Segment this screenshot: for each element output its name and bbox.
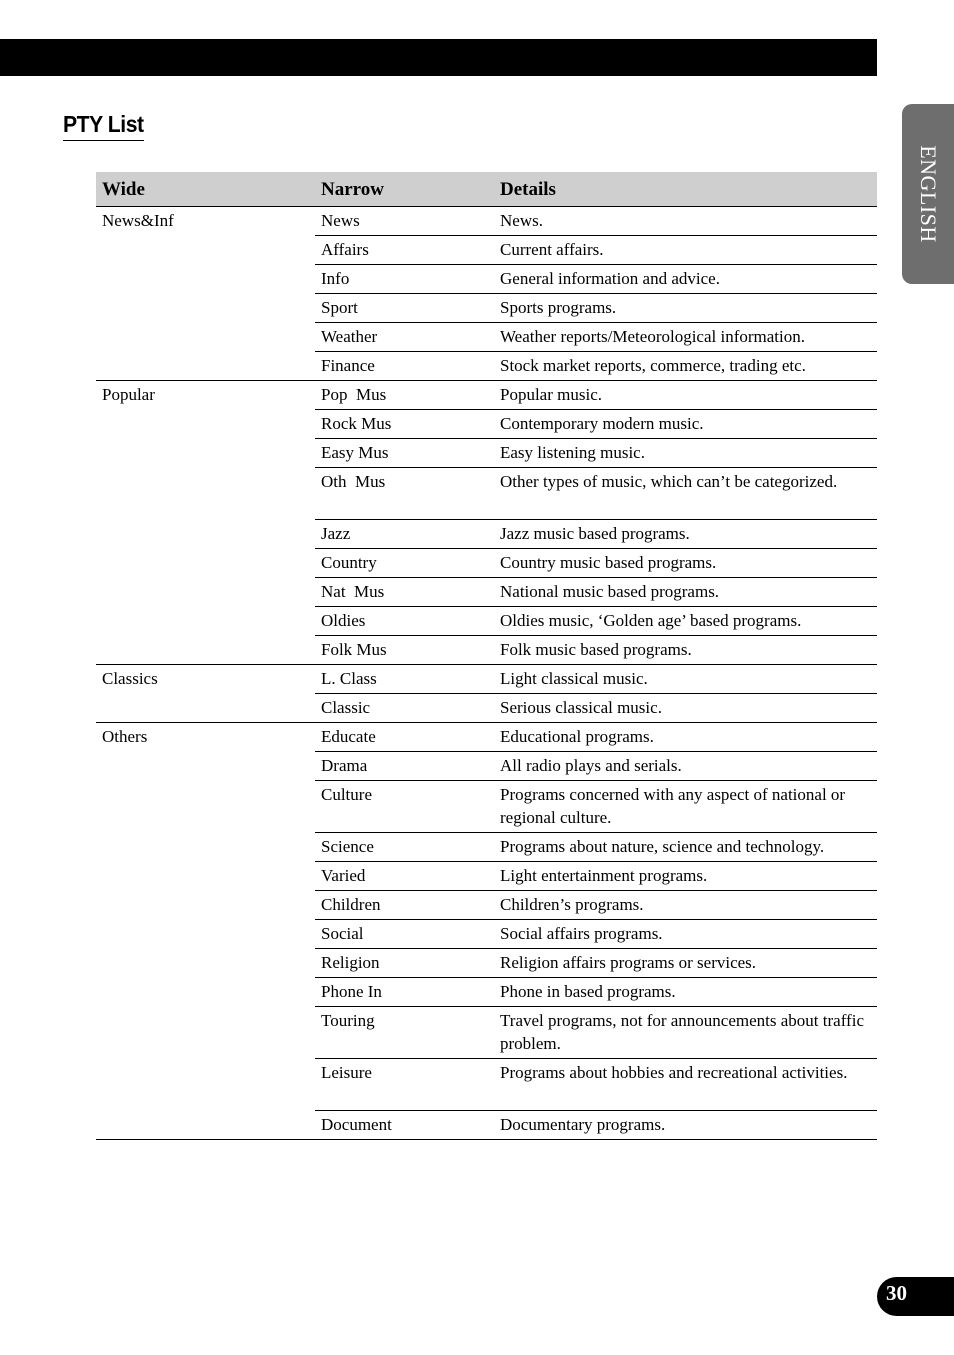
narrow-type-cell: Culture bbox=[315, 781, 494, 833]
details-cell: Contemporary modern music. bbox=[494, 410, 877, 439]
table-body bbox=[96, 207, 877, 1140]
narrow-type-cell: Folk Mus bbox=[315, 636, 494, 665]
details-cell: Current affairs. bbox=[494, 236, 877, 265]
page-number: 30 bbox=[886, 1281, 907, 1305]
column-header-narrow: Narrow bbox=[315, 172, 494, 207]
details-cell: News. bbox=[494, 207, 877, 236]
wide-category-cell: Others bbox=[96, 723, 315, 1140]
details-cell: Oldies music, ‘Golden age’ based programs. bbox=[494, 607, 877, 636]
details-cell: Country music based programs. bbox=[494, 549, 877, 578]
page-title: PTY List bbox=[63, 110, 144, 141]
details-cell: Travel programs, not for announcements about traffic problem. bbox=[494, 1007, 877, 1059]
narrow-type-cell: Oth Mus bbox=[315, 468, 494, 520]
narrow-type-cell: Document bbox=[315, 1111, 494, 1140]
narrow-type-cell: Children bbox=[315, 891, 494, 920]
details-cell: Light classical music. bbox=[494, 665, 877, 694]
language-tab-label: ENGLISH bbox=[916, 145, 941, 243]
table-row bbox=[96, 207, 877, 236]
header-bar bbox=[0, 39, 877, 76]
narrow-type-cell: Social bbox=[315, 920, 494, 949]
details-cell: Educational programs. bbox=[494, 723, 877, 752]
narrow-type-cell: Affairs bbox=[315, 236, 494, 265]
narrow-type-cell: Religion bbox=[315, 949, 494, 978]
wide-category-cell: Classics bbox=[96, 665, 315, 723]
details-cell: Programs concerned with any aspect of national or regional culture. bbox=[494, 781, 877, 833]
wide-category-cell: Popular bbox=[96, 381, 315, 665]
details-cell: Light entertainment programs. bbox=[494, 862, 877, 891]
narrow-type-cell: Oldies bbox=[315, 607, 494, 636]
details-cell: Phone in based programs. bbox=[494, 978, 877, 1007]
narrow-type-cell: Classic bbox=[315, 694, 494, 723]
column-header-wide: Wide bbox=[96, 172, 315, 207]
narrow-type-cell: Educate bbox=[315, 723, 494, 752]
narrow-type-cell: Pop Mus bbox=[315, 381, 494, 410]
details-cell: Easy listening music. bbox=[494, 439, 877, 468]
details-cell: All radio plays and serials. bbox=[494, 752, 877, 781]
narrow-type-cell: Sport bbox=[315, 294, 494, 323]
narrow-type-cell: Country bbox=[315, 549, 494, 578]
narrow-type-cell: Touring bbox=[315, 1007, 494, 1059]
narrow-type-cell: Info bbox=[315, 265, 494, 294]
table-row bbox=[96, 665, 877, 694]
narrow-type-cell: L. Class bbox=[315, 665, 494, 694]
column-header-details: Details bbox=[494, 172, 877, 207]
details-cell: Programs about hobbies and recreational activities. bbox=[494, 1059, 877, 1111]
page-number-badge bbox=[877, 1277, 954, 1316]
details-cell: Programs about nature, science and technology. bbox=[494, 833, 877, 862]
narrow-type-cell: Phone In bbox=[315, 978, 494, 1007]
narrow-type-cell: Rock Mus bbox=[315, 410, 494, 439]
narrow-type-cell: Science bbox=[315, 833, 494, 862]
narrow-type-cell: Drama bbox=[315, 752, 494, 781]
details-cell: National music based programs. bbox=[494, 578, 877, 607]
pty-table bbox=[96, 172, 877, 1140]
table-header-row bbox=[96, 172, 877, 207]
narrow-type-cell: Finance bbox=[315, 352, 494, 381]
details-cell: Sports programs. bbox=[494, 294, 877, 323]
narrow-type-cell: Easy Mus bbox=[315, 439, 494, 468]
narrow-type-cell: News bbox=[315, 207, 494, 236]
details-cell: General information and advice. bbox=[494, 265, 877, 294]
details-cell: Documentary programs. bbox=[494, 1111, 877, 1140]
narrow-type-cell: Jazz bbox=[315, 520, 494, 549]
details-cell: Stock market reports, commerce, trading etc. bbox=[494, 352, 877, 381]
details-cell: Serious classical music. bbox=[494, 694, 877, 723]
table-row bbox=[96, 381, 877, 410]
details-cell: Social affairs programs. bbox=[494, 920, 877, 949]
details-cell: Weather reports/Meteorological information. bbox=[494, 323, 877, 352]
narrow-type-cell: Varied bbox=[315, 862, 494, 891]
details-cell: Jazz music based programs. bbox=[494, 520, 877, 549]
details-cell: Children’s programs. bbox=[494, 891, 877, 920]
table-row bbox=[96, 723, 877, 752]
narrow-type-cell: Weather bbox=[315, 323, 494, 352]
details-cell: Folk music based programs. bbox=[494, 636, 877, 665]
narrow-type-cell: Leisure bbox=[315, 1059, 494, 1111]
wide-category-cell: News&Inf bbox=[96, 207, 315, 381]
narrow-type-cell: Nat Mus bbox=[315, 578, 494, 607]
details-cell: Popular music. bbox=[494, 381, 877, 410]
details-cell: Religion affairs programs or services. bbox=[494, 949, 877, 978]
details-cell: Other types of music, which can’t be categorized. bbox=[494, 468, 877, 520]
language-tab bbox=[902, 104, 954, 284]
